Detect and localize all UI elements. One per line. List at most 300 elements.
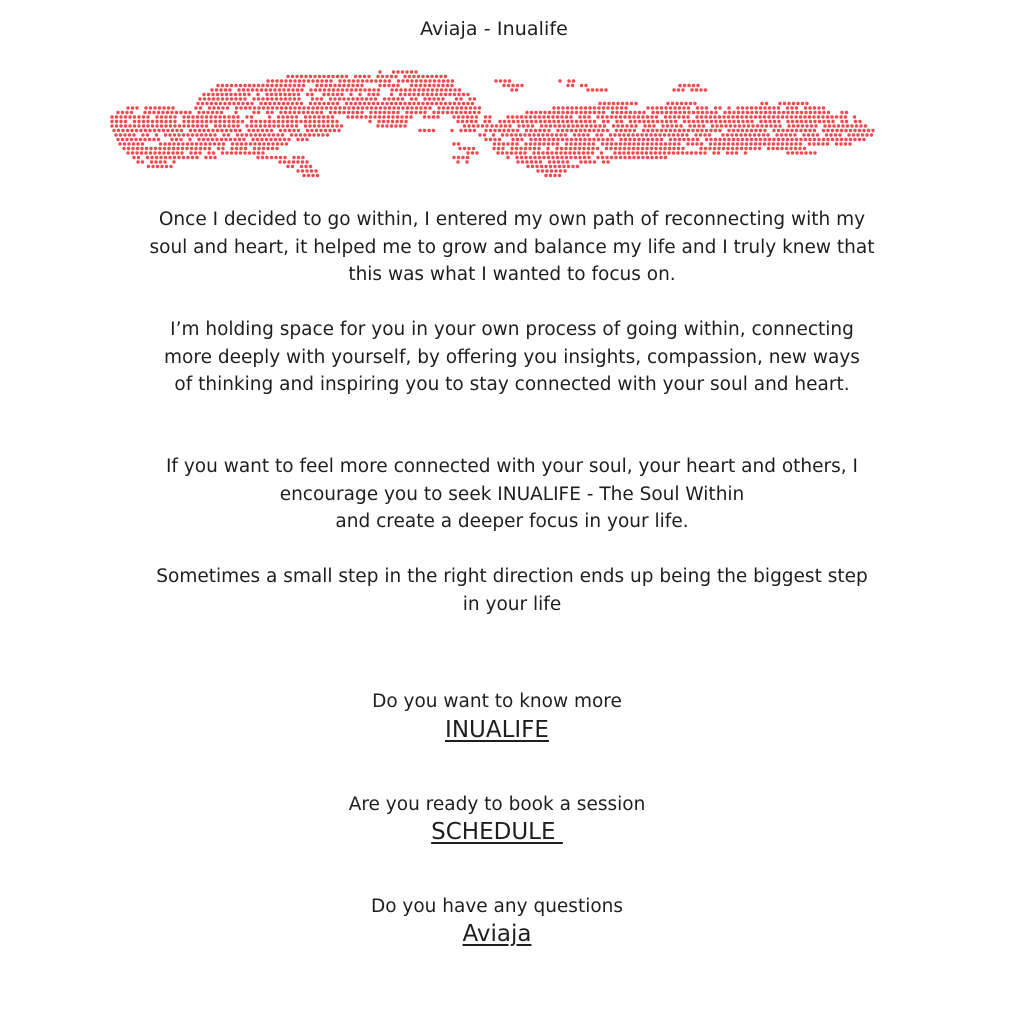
map-dot [538, 129, 541, 132]
map-dot [297, 111, 300, 114]
map-dot [450, 84, 453, 87]
map-dot [347, 106, 350, 109]
map-dot [229, 138, 232, 141]
map-dot [733, 124, 736, 127]
map-dot [116, 138, 119, 141]
map-dot [356, 111, 359, 114]
map-dot [149, 106, 152, 109]
map-dot [301, 160, 304, 163]
map-dot [200, 120, 203, 123]
map-dot [741, 120, 744, 123]
map-dot [795, 129, 798, 132]
map-dot [432, 115, 435, 118]
map-dot [746, 111, 749, 114]
map-dot [374, 111, 377, 114]
map-dot [490, 124, 493, 127]
map-dot [268, 124, 271, 127]
map-dot [648, 124, 651, 127]
map-dot [179, 111, 182, 114]
map-dot [376, 93, 379, 96]
map-dot [166, 129, 169, 132]
map-dot [222, 133, 225, 136]
map-dot [822, 111, 825, 114]
map-dot [114, 133, 117, 136]
map-dot [533, 115, 536, 118]
map-dot [239, 106, 242, 109]
map-dot [795, 151, 798, 154]
map-dot [197, 111, 200, 114]
map-dot [340, 93, 343, 96]
map-dot [870, 133, 873, 136]
inualife-link[interactable]: INUALIFE [445, 717, 549, 743]
map-dot [301, 156, 304, 159]
map-dot [547, 129, 550, 132]
map-dot [271, 147, 274, 150]
map-dot [571, 84, 574, 87]
map-dot [267, 133, 270, 136]
map-dot [257, 151, 260, 154]
map-dot [146, 124, 149, 127]
map-dot [218, 124, 221, 127]
map-dot [506, 156, 509, 159]
map-dot [473, 111, 476, 114]
map-dot [841, 124, 844, 127]
map-dot [497, 142, 500, 145]
map-dot [558, 174, 561, 177]
map-dot [605, 115, 608, 118]
map-dot [789, 133, 792, 136]
map-dot [347, 79, 350, 82]
map-dot [313, 120, 316, 123]
map-dot [736, 106, 739, 109]
inualife-link-container [0, 715, 994, 745]
map-dot [202, 138, 205, 141]
map-dot [327, 93, 330, 96]
map-dot [545, 169, 548, 172]
map-dot [269, 88, 272, 91]
map-dot [499, 79, 502, 82]
map-dot [742, 124, 745, 127]
map-dot [419, 106, 422, 109]
map-dot [736, 138, 739, 141]
map-dot [669, 111, 672, 114]
map-dot [763, 106, 766, 109]
map-dot [646, 156, 649, 159]
map-dot [613, 133, 616, 136]
map-dot [201, 102, 204, 105]
map-dot [446, 106, 449, 109]
map-dot [853, 115, 856, 118]
map-dot [275, 106, 278, 109]
map-dot [232, 124, 235, 127]
map-dot [541, 151, 544, 154]
map-dot [277, 102, 280, 105]
map-dot [539, 111, 542, 114]
map-dot [511, 115, 514, 118]
map-dot [326, 133, 329, 136]
map-dot [387, 97, 390, 100]
map-dot [261, 84, 264, 87]
map-dot [621, 102, 624, 105]
world-map-icon [108, 68, 888, 186]
map-dot [110, 115, 113, 118]
map-dot [812, 115, 815, 118]
map-dot [278, 138, 281, 141]
map-dot [131, 106, 134, 109]
map-dot [694, 133, 697, 136]
map-dot [399, 124, 402, 127]
map-dot [516, 129, 519, 132]
map-dot [288, 93, 291, 96]
map-dot [459, 129, 462, 132]
map-dot [786, 120, 789, 123]
map-dot [292, 129, 295, 132]
map-dot [317, 115, 320, 118]
map-dot [465, 120, 468, 123]
map-dot [159, 160, 162, 163]
map-dot [316, 79, 319, 82]
map-dot [763, 115, 766, 118]
map-dot [439, 102, 442, 105]
map-dot [615, 129, 618, 132]
map-dot [693, 102, 696, 105]
map-dot [515, 156, 518, 159]
map-dot [288, 129, 291, 132]
map-dot [214, 124, 217, 127]
map-dot [769, 124, 772, 127]
map-dot [468, 111, 471, 114]
map-dot [541, 169, 544, 172]
map-dot [538, 156, 541, 159]
map-dot [286, 120, 289, 123]
map-dot [163, 142, 166, 145]
map-dot [524, 142, 527, 145]
map-dot [262, 106, 265, 109]
schedule-link[interactable]: SCHEDULE [431, 819, 563, 845]
map-dot [700, 115, 703, 118]
map-dot [441, 111, 444, 114]
map-dot [735, 133, 738, 136]
map-dot [119, 115, 122, 118]
map-dot [595, 133, 598, 136]
map-dot [430, 102, 433, 105]
map-dot [264, 102, 267, 105]
map-dot [283, 160, 286, 163]
map-dot [199, 147, 202, 150]
map-dot [166, 111, 169, 114]
map-dot [135, 151, 138, 154]
map-dot [847, 133, 850, 136]
map-dot [235, 147, 238, 150]
map-dot [220, 129, 223, 132]
map-dot [205, 102, 208, 105]
map-dot [435, 88, 438, 91]
map-dot [461, 115, 464, 118]
map-dot [601, 142, 604, 145]
map-dot [289, 79, 292, 82]
map-dot [238, 93, 241, 96]
map-dot [320, 106, 323, 109]
map-dot [272, 133, 275, 136]
map-dot [296, 169, 299, 172]
map-dot [555, 151, 558, 154]
map-dot [200, 133, 203, 136]
map-dot [696, 138, 699, 141]
map-dot [322, 102, 325, 105]
map-dot [119, 120, 122, 123]
map-dot [623, 142, 626, 145]
map-dot [554, 169, 557, 172]
map-dot [452, 115, 455, 118]
map-dot [673, 115, 676, 118]
map-dot [807, 133, 810, 136]
map-dot [558, 165, 561, 168]
map-dot [392, 111, 395, 114]
map-dot [442, 79, 445, 82]
map-dot [561, 160, 564, 163]
map-dot [177, 133, 180, 136]
map-dot [510, 147, 513, 150]
map-dot [322, 93, 325, 96]
map-dot [629, 111, 632, 114]
map-dot [721, 133, 724, 136]
map-dot [727, 142, 730, 145]
map-dot [304, 165, 307, 168]
map-dot [794, 115, 797, 118]
map-dot [508, 124, 511, 127]
map-dot [426, 75, 429, 78]
map-dot [727, 129, 730, 132]
map-dot [680, 102, 683, 105]
map-dot [423, 97, 426, 100]
map-dot [572, 79, 575, 82]
map-dot [148, 138, 151, 141]
map-dot [292, 160, 295, 163]
map-dot [392, 106, 395, 109]
map-dot [514, 151, 517, 154]
map-dot [803, 115, 806, 118]
map-dot [223, 115, 226, 118]
map-dot [234, 93, 237, 96]
map-dot [660, 106, 663, 109]
map-dot [364, 115, 367, 118]
map-dot [458, 88, 461, 91]
map-dot [799, 142, 802, 145]
map-dot [187, 124, 190, 127]
map-dot [774, 124, 777, 127]
map-dot [816, 133, 819, 136]
map-dot [365, 97, 368, 100]
map-dot [338, 84, 341, 87]
map-dot [307, 79, 310, 82]
map-dot [306, 111, 309, 114]
map-dot [795, 106, 798, 109]
map-dot [601, 115, 604, 118]
map-dot [628, 156, 631, 159]
map-dot [632, 142, 635, 145]
map-dot [180, 151, 183, 154]
map-dot [205, 120, 208, 123]
map-dot [750, 120, 753, 123]
map-dot [202, 93, 205, 96]
map-dot [209, 133, 212, 136]
map-dot [271, 142, 274, 145]
map-dot [232, 115, 235, 118]
map-dot [861, 133, 864, 136]
map-dot [584, 120, 587, 123]
map-dot [243, 93, 246, 96]
map-dot [676, 151, 679, 154]
map-dot [746, 120, 749, 123]
map-dot [305, 138, 308, 141]
map-dot [745, 142, 748, 145]
map-dot [456, 120, 459, 123]
map-dot [620, 106, 623, 109]
map-dot [182, 124, 185, 127]
map-dot [826, 138, 829, 141]
map-dot [853, 138, 856, 141]
map-dot [250, 124, 253, 127]
map-dot [718, 138, 721, 141]
map-dot [406, 79, 409, 82]
map-dot [609, 133, 612, 136]
map-dot [632, 147, 635, 150]
map-dot [611, 111, 614, 114]
map-dot [176, 147, 179, 150]
map-dot [412, 75, 415, 78]
map-dot [308, 133, 311, 136]
map-dot [781, 138, 784, 141]
aviaja-contact-link[interactable]: Aviaja [462, 921, 532, 947]
map-dot [835, 138, 838, 141]
map-dot [207, 97, 210, 100]
map-dot [169, 120, 172, 123]
map-dot [673, 142, 676, 145]
holding-space-paragraph [136, 316, 888, 399]
map-dot [822, 120, 825, 123]
map-dot [159, 142, 162, 145]
map-dot [575, 111, 578, 114]
map-dot [709, 142, 712, 145]
map-dot [214, 102, 217, 105]
map-dot [796, 102, 799, 105]
map-dot [570, 138, 573, 141]
map-dot [731, 142, 734, 145]
map-dot [216, 129, 219, 132]
map-dot [673, 106, 676, 109]
map-dot [625, 124, 628, 127]
map-dot [437, 84, 440, 87]
map-dot [263, 133, 266, 136]
map-dot [322, 120, 325, 123]
map-dot [275, 147, 278, 150]
map-dot [124, 115, 127, 118]
map-dot [762, 133, 765, 136]
map-dot [566, 106, 569, 109]
map-dot [663, 147, 666, 150]
map-dot [333, 97, 336, 100]
map-dot [804, 120, 807, 123]
map-dot [277, 120, 280, 123]
map-dot [655, 142, 658, 145]
map-dot [295, 102, 298, 105]
map-dot [451, 79, 454, 82]
map-dot [126, 129, 129, 132]
map-dot [556, 156, 559, 159]
map-dot [225, 97, 228, 100]
map-dot [160, 165, 163, 168]
map-dot [262, 147, 265, 150]
map-dot [808, 138, 811, 141]
map-dot [615, 120, 618, 123]
map-dot [660, 120, 663, 123]
map-dot [812, 142, 815, 145]
map-dot [154, 147, 157, 150]
map-dot [144, 129, 147, 132]
map-dot [291, 102, 294, 105]
map-dot [505, 151, 508, 154]
map-dot [351, 115, 354, 118]
map-dot [151, 120, 154, 123]
map-dot [296, 88, 299, 91]
map-dot [182, 115, 185, 118]
map-dot [318, 75, 321, 78]
map-dot [349, 102, 352, 105]
map-dot [516, 84, 519, 87]
map-dot [557, 106, 560, 109]
map-dot [388, 79, 391, 82]
map-dot [240, 142, 243, 145]
map-dot [810, 124, 813, 127]
map-dot [462, 102, 465, 105]
map-dot [633, 129, 636, 132]
map-dot [208, 142, 211, 145]
map-dot [335, 120, 338, 123]
map-dot [397, 79, 400, 82]
map-dot [257, 97, 260, 100]
map-dot [579, 111, 582, 114]
map-dot [405, 70, 408, 73]
map-dot [730, 133, 733, 136]
map-dot [802, 133, 805, 136]
map-dot [728, 120, 731, 123]
map-dot [463, 147, 466, 150]
map-dot [800, 111, 803, 114]
map-dot [324, 129, 327, 132]
map-dot [473, 97, 476, 100]
map-dot [844, 138, 847, 141]
map-dot [341, 88, 344, 91]
map-dot [394, 75, 397, 78]
map-dot [305, 169, 308, 172]
map-dot [168, 133, 171, 136]
map-dot [261, 156, 264, 159]
map-dot [446, 84, 449, 87]
map-dot [492, 147, 495, 150]
map-dot [126, 151, 129, 154]
map-dot [831, 129, 834, 132]
map-dot [528, 147, 531, 150]
map-dot [173, 156, 176, 159]
map-dot [419, 84, 422, 87]
map-dot [760, 124, 763, 127]
map-dot [237, 88, 240, 91]
map-dot [623, 115, 626, 118]
questions-prompt: Do you have any questions [370, 896, 624, 917]
map-dot [794, 147, 797, 150]
map-dot [421, 75, 424, 78]
map-dot [193, 129, 196, 132]
